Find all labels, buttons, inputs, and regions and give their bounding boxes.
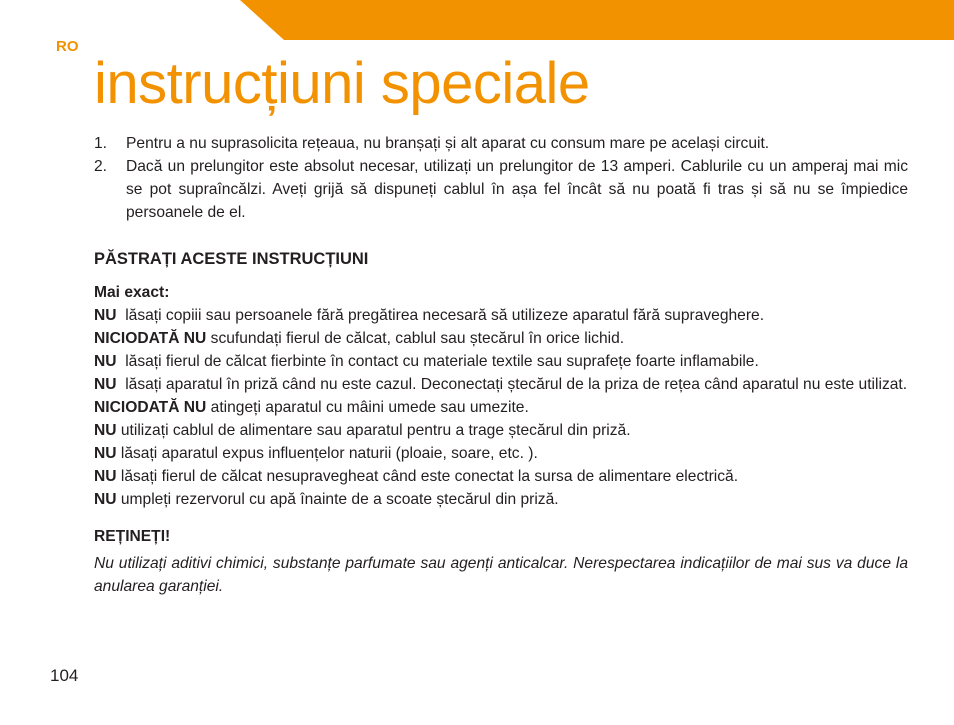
rule-text: lăsați fierul de călcat fierbinte în contact cu materiale textile sau suprafețe foarte inflamabile. [116, 353, 759, 370]
rule-item [94, 419, 908, 442]
language-code: RO [56, 38, 79, 55]
rule-item [94, 465, 908, 488]
note-title: REȚINEȚI! [94, 528, 171, 545]
section-title: PĂSTRAȚI ACESTE INSTRUCȚIUNI [94, 250, 369, 268]
rule-text: lăsați aparatul expus influențelor naturii (ploaie, soare, etc. ). [116, 445, 538, 462]
list-item-text: Pentru a nu suprasolicita rețeaua, nu branșați și alt aparat cu consum mare pe același circuit. [126, 135, 770, 152]
rule-emphasis: NU [94, 307, 117, 324]
rule-item [94, 327, 908, 350]
rule-emphasis: NU [94, 376, 117, 393]
rule-text: utilizați cablul de alimentare sau aparatul pentru a trage ștecărul din priză. [116, 422, 631, 439]
page-number: 104 [50, 666, 79, 685]
rule-text: atingeți aparatul cu mâini umede sau umezite. [206, 399, 529, 416]
rule-item [94, 373, 908, 396]
rule-text: umpleți rezervorul cu apă înainte de a scoate ștecărul din priză. [116, 491, 559, 508]
rule-emphasis: NU [94, 445, 117, 462]
rule-item [94, 304, 908, 327]
rule-item [94, 350, 908, 373]
list-item-text: Dacă un prelungitor este absolut necesar, utilizați un prelungitor de 13 amperi. Cablurile cu un amperaj mai mic se pot supraîncălzi. Aveți grijă să dispuneți cablul în așa fel încât să nu poată fi tras și să nu se împiedice persoanele de el. [126, 158, 908, 221]
rule-emphasis: NICIODATĂ NU [94, 399, 207, 416]
rule-text: scufundați fierul de călcat, cablul sau ștecărul în orice lichid. [206, 330, 625, 347]
list-item [94, 132, 908, 155]
rule-text: lăsați fierul de călcat nesupravegheat când este conectat la sursa de alimentare electrică. [116, 468, 739, 485]
rule-emphasis: NU [94, 468, 117, 485]
rule-text: lăsați aparatul în priză când nu este cazul. Deconectați ștecărul de la priza de rețea când aparatul nu este utilizat. [116, 376, 908, 393]
rule-emphasis: NU [94, 353, 117, 370]
rule-item [94, 396, 908, 419]
rule-emphasis: NU [94, 422, 117, 439]
header-accent-bar [240, 0, 954, 40]
rule-item [94, 442, 908, 465]
rules-list [94, 304, 908, 511]
note-text: Nu utilizați aditivi chimici, substanțe parfumate sau agenți anticalcar. Nerespectarea indicațiilor de mai sus va duce la anularea garanției. [94, 555, 908, 595]
rule-emphasis: NICIODATĂ NU [94, 330, 207, 347]
list-item-number: 2. [94, 158, 108, 175]
subheading: Mai exact: [94, 284, 170, 301]
page-title: instrucțiuni speciale [94, 51, 590, 116]
list-item [94, 155, 908, 224]
rule-emphasis: NU [94, 491, 117, 508]
instruction-list [94, 132, 908, 224]
rule-text: lăsați copiii sau persoanele fără pregătirea necesară să utilizeze aparatul fără supraveghere. [116, 307, 765, 324]
rule-item [94, 488, 908, 511]
page-content [94, 132, 908, 598]
list-item-number: 1. [94, 135, 108, 152]
